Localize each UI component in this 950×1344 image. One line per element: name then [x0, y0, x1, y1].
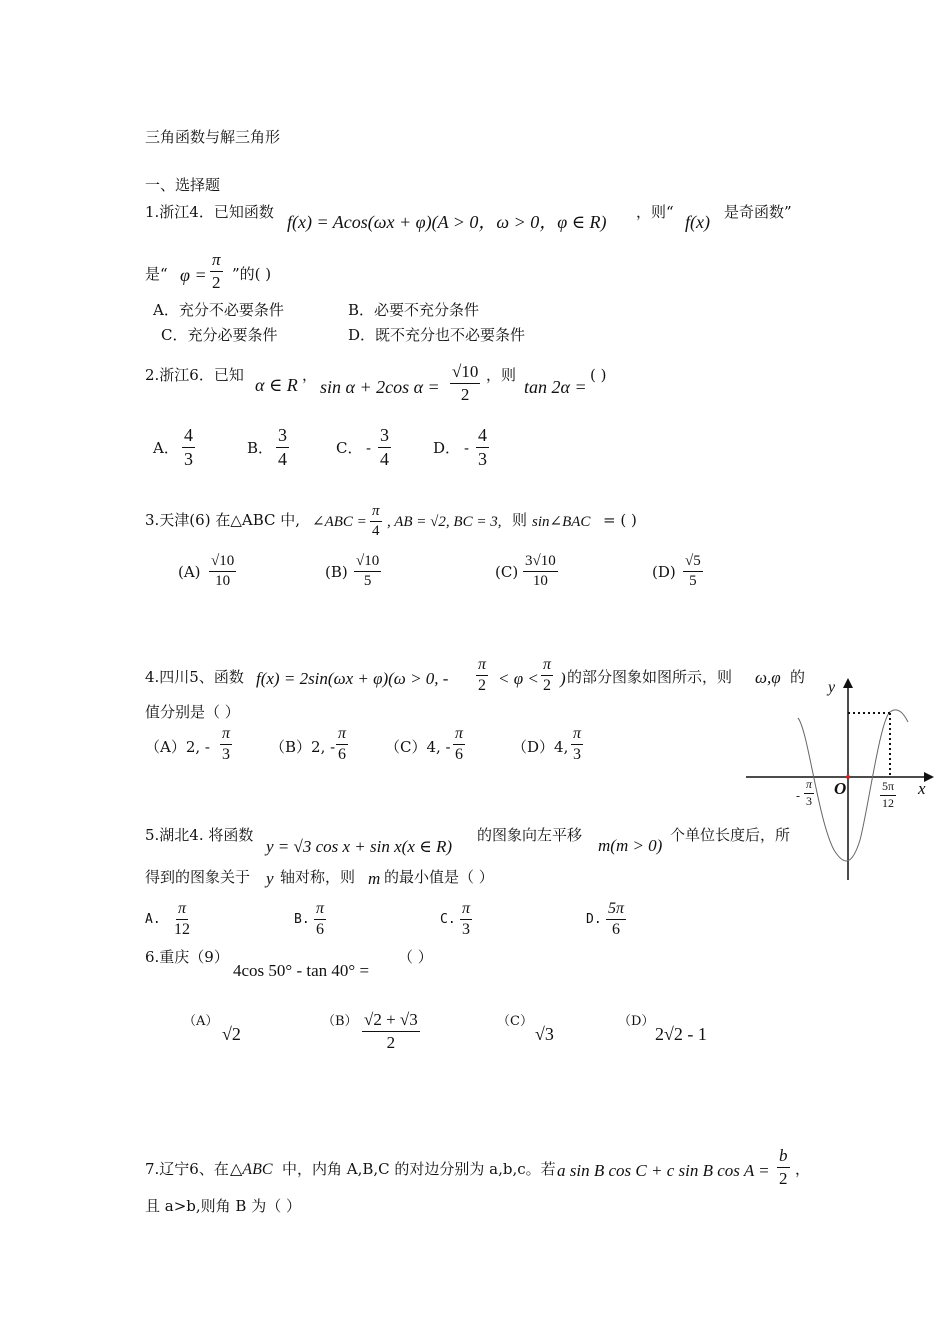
q1-line2-a: 是“	[145, 265, 168, 283]
q4-stem-c: 的	[790, 668, 806, 686]
q6-paren: （ ）	[398, 948, 433, 966]
q4-formula: f(x) = 2sin(ωx + φ)(ω > 0, -	[256, 669, 449, 688]
q1-stem: 1.浙江4．已知函数	[145, 203, 274, 221]
q2-paren: ( )	[590, 366, 607, 384]
q3-opt-b-frac: $\frac{√10}{5}$	[356, 553, 380, 590]
q2-opt-c-sign: -	[366, 439, 372, 457]
q4-opt-c-frac: $\frac{\pi}{6}$	[455, 725, 464, 764]
q2-then: ，则	[486, 366, 517, 384]
q6-opt-b-frac: $\frac{√2 + √3}{2}$	[364, 1010, 418, 1052]
q4-vars: ω,φ	[755, 668, 781, 687]
q5-opt-b-label: B.	[294, 912, 310, 927]
q6-formula: 4cos 50° - tan 40° =	[233, 961, 370, 980]
pos-tick-frac: $\frac{5\pi}{12}$	[882, 779, 895, 810]
q6-opt-d: 2√2 - 1	[655, 1024, 707, 1044]
q4-graph	[740, 670, 940, 885]
q5-opt-d-frac: $\frac{5\pi}{6}$	[608, 900, 625, 939]
q2-cond2: sin α + 2cos α =	[320, 377, 440, 397]
q2-target: tan 2α =	[524, 377, 587, 397]
q4-lt: < φ <	[498, 669, 539, 688]
q5-stem: 5.湖北4. 将函数	[145, 826, 254, 844]
q2-comma: ，	[302, 366, 318, 384]
q4-stem: 4.四川5、函数	[145, 668, 244, 686]
q2-stem: 2.浙江6．已知	[145, 366, 244, 384]
q4-close: )	[560, 669, 566, 688]
neg-tick-sign: -	[796, 789, 801, 803]
q3-then: 则	[512, 511, 528, 529]
q6-stem: 6.重庆（9）	[145, 948, 229, 966]
q2-opt-c-label: C．	[336, 439, 363, 457]
q7-triangle: △ABC	[230, 1161, 273, 1178]
q7-frac: $\frac{b}{2}$	[779, 1146, 788, 1188]
q7-stem-b: 中，内角 A,B,C 的对边分别为 a,b,c。若	[282, 1160, 556, 1178]
y-axis-label: y	[828, 679, 836, 696]
q5-opt-b-frac: $\frac{\pi}{6}$	[316, 900, 325, 939]
sine-graph	[740, 670, 940, 885]
q2-opt-b-frac: $\frac{3}{4}$	[278, 425, 287, 469]
q5-m2: m	[368, 869, 381, 888]
q4-opt-a-label: （A）2, -	[145, 738, 210, 756]
y-axis-arrow	[843, 678, 853, 688]
neg-tick-frac: $\frac{\pi}{3}$	[806, 777, 813, 808]
q3-opt-c-label: (C)	[495, 563, 519, 581]
q3-target: sin∠BAC	[532, 514, 591, 530]
q1-then: ，则“	[636, 203, 674, 221]
q1-odd: 是奇函数”	[724, 203, 792, 221]
q2-opt-c-frac: $\frac{3}{4}$	[380, 425, 389, 469]
q3-rest: , AB = √2, BC = 3,	[387, 514, 502, 530]
q4-line2: 值分别是（ ）	[145, 703, 240, 721]
q3-angle: ∠ABC =	[312, 514, 367, 530]
q2-opt-b-label: B．	[247, 439, 274, 457]
q4-opt-d-frac: $\frac{\pi}{3}$	[573, 725, 582, 764]
q2-opt-a-frac: $\frac{4}{3}$	[184, 425, 193, 469]
q6-opt-a: √2	[222, 1024, 241, 1044]
q6-opt-c: √3	[535, 1024, 554, 1044]
q2-opt-a-label: A．	[153, 439, 179, 457]
q5-formula: y = √3 cos x + sin x(x ∈ R)	[266, 837, 452, 856]
q4-frac2: $\frac{\pi}{2}$	[543, 656, 552, 695]
q1-option-a: A．充分不必要条件	[153, 301, 284, 319]
q4-opt-a-frac: $\frac{\pi}{3}$	[222, 725, 231, 764]
q6-opt-d-label: （D）	[618, 1014, 655, 1029]
q6-opt-c-label: （C）	[497, 1014, 533, 1029]
x-axis-label: x	[918, 779, 926, 798]
q7-formula: a sin B cos C + c sin B cos A =	[557, 1161, 770, 1180]
q6-opt-a-label: （A）	[183, 1014, 219, 1029]
q3-opt-a-frac: $\frac{√10}{10}$	[211, 553, 235, 590]
q4-stem-b: 的部分图象如图所示，则	[567, 668, 733, 686]
q7-stem: 7.辽宁6、在	[145, 1160, 229, 1178]
q5-stem-b: 的图象向左平移	[477, 826, 583, 844]
q4-opt-b-frac: $\frac{\pi}{6}$	[338, 725, 347, 764]
q5-line2-b: 轴对称，则	[280, 868, 356, 886]
q5-y: y	[266, 869, 274, 888]
q2-cond1: α ∈ R	[255, 375, 298, 395]
q1-fx: f(x)	[685, 212, 710, 232]
q7-tail: ，	[795, 1160, 811, 1178]
q1-option-d: D．既不充分也不必要条件	[348, 326, 526, 344]
section-heading: 一、选择题	[145, 176, 221, 194]
q1-option-b: B．必要不充分条件	[348, 301, 480, 319]
q2-frac: $\frac{√10}{2}$	[452, 362, 479, 404]
q5-opt-c-frac: $\frac{\pi}{3}$	[462, 900, 471, 939]
q3-opt-d-label: (D)	[652, 563, 676, 581]
q5-line2-a: 得到的图象关于	[145, 868, 251, 886]
q2-opt-d-frac: $\frac{4}{3}$	[478, 425, 487, 469]
q3-opt-d-frac: $\frac{√5}{5}$	[685, 553, 701, 590]
q4-opt-c-label: （C）4, -	[385, 738, 451, 756]
q5-stem-c: 个单位长度后，所	[670, 826, 791, 844]
q7-line2: 且 a>b,则角 B 为（ ）	[145, 1197, 301, 1215]
q3-paren: = ( )	[603, 511, 637, 529]
q5-opt-c-label: C.	[440, 912, 456, 927]
q4-frac1: $\frac{\pi}{2}$	[478, 656, 487, 695]
q1-line2-b: ”的( )	[232, 265, 272, 283]
q3-frac: $\frac{\pi}{4}$	[372, 503, 380, 540]
q5-opt-d-label: D.	[586, 912, 602, 927]
q6-opt-b-label: （B）	[322, 1014, 358, 1029]
q2-opt-d-sign: -	[464, 439, 470, 457]
q5-opt-a-label: A.	[145, 912, 161, 927]
q4-opt-d-label: （D）4,	[512, 738, 569, 756]
origin-label: O	[834, 779, 847, 798]
origin-dot	[846, 775, 850, 779]
q4-opt-b-label: （B）2, -	[270, 738, 336, 756]
q5-opt-a-frac: $\frac{\pi}{12}$	[174, 900, 190, 939]
q5-line2-c: 的最小值是（ ）	[384, 868, 494, 886]
q3-stem: 3.天津(6) 在△ABC 中,	[145, 511, 301, 529]
q3-opt-b-label: (B)	[325, 563, 348, 581]
doc-title: 三角函数与解三角形	[145, 128, 281, 146]
q5-m: m(m > 0)	[598, 836, 663, 855]
q1-phi-eq: φ =	[180, 265, 207, 285]
q1-phi-frac: $\frac{\pi}{2}$	[212, 250, 221, 292]
q3-opt-c-frac: $\frac{3√10}{10}$	[525, 553, 556, 590]
q3-opt-a-label: (A)	[178, 563, 201, 581]
q1-option-c: C．充分必要条件	[161, 326, 278, 344]
q1-formula: f(x) = Acos(ωx + φ)(A > 0，ω > 0，φ ∈ R)	[287, 212, 607, 232]
q2-opt-d-label: D．	[433, 439, 461, 457]
